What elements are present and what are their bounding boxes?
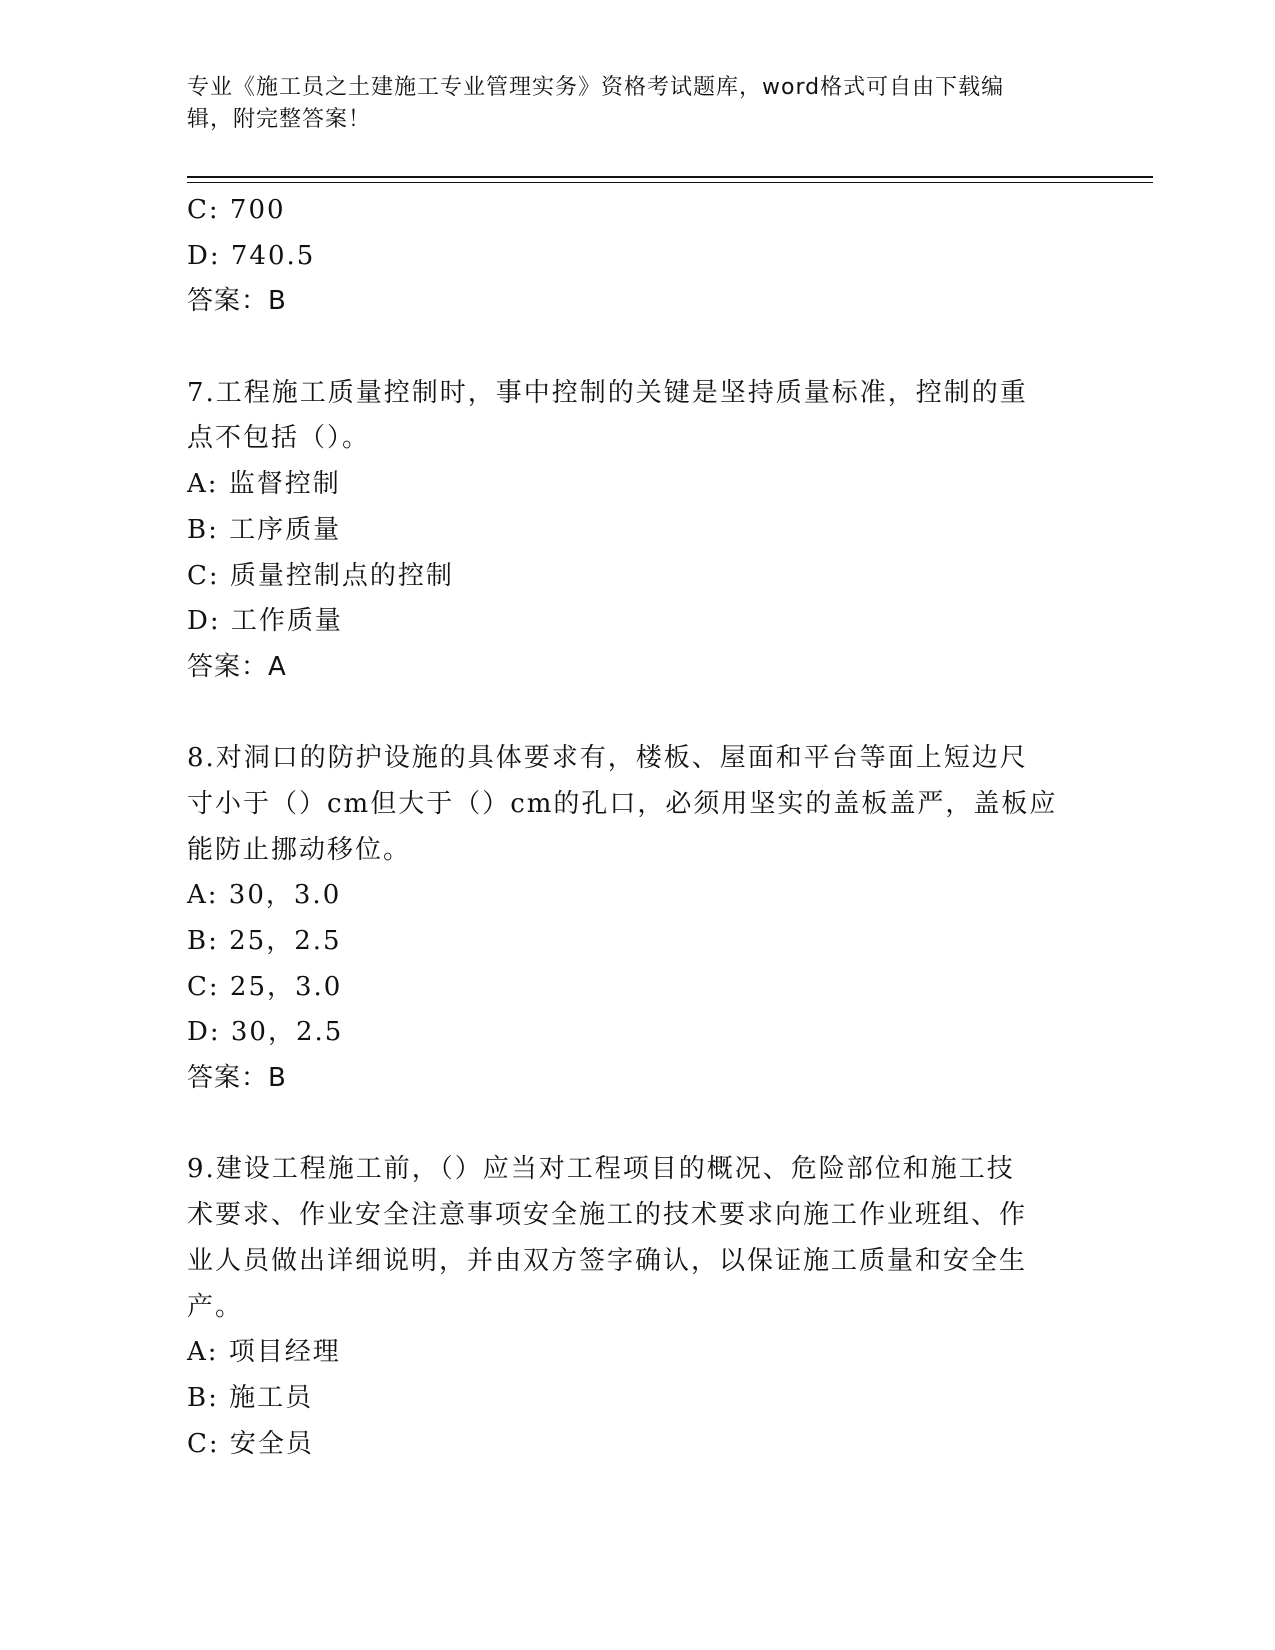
q6-option-c: C: 700: [187, 195, 286, 225]
q8-option-b: B: 25，2.5: [187, 926, 342, 956]
q9-stem-line-4: 产。: [187, 1291, 244, 1322]
header-rule-thick: [187, 176, 1153, 178]
q8-stem-line-1: 8.对洞口的防护设施的具体要求有，楼板、屋面和平台等面上短边尺: [187, 743, 1028, 774]
q8-option-c: C: 25，3.0: [187, 971, 343, 1002]
q8-stem-line-3: 能防止挪动移位。: [187, 834, 412, 865]
q7-answer: 答案：A: [187, 651, 287, 682]
q7-option-b: B: 工序质量: [187, 514, 342, 545]
q9-stem-line-1: 9.建设工程施工前，（）应当对工程项目的概况、危险部位和施工技: [187, 1154, 1015, 1185]
q7-stem-line-2: 点不包括（）。: [187, 423, 371, 454]
q9-stem-line-3: 业人员做出详细说明，并由双方签字确认，以保证施工质量和安全生: [187, 1245, 1028, 1276]
q8-answer: 答案：B: [187, 1063, 287, 1094]
q8-option-a: A: 30，3.0: [187, 880, 342, 911]
q6-option-d: D: 740.5: [187, 240, 316, 271]
document-header: [187, 72, 1067, 136]
q9-option-a: A: 项目经理: [187, 1337, 341, 1368]
spacer: [187, 1102, 1087, 1148]
spacer: [187, 325, 1087, 371]
q7-stem-line-1: 7.工程施工质量控制时，事中控制的关键是坚持质量标准，控制的重: [187, 377, 1028, 408]
q7-option-c: C: 质量控制点的控制: [187, 560, 454, 591]
q9-option-b: B: 施工员: [187, 1382, 314, 1413]
q7-option-a: A: 监督控制: [187, 469, 341, 500]
q7-option-d: D: 工作质量: [187, 606, 343, 637]
spacer: [187, 691, 1087, 737]
q8-stem-line-2: 寸小于（）cm但大于（）cm的孔口，必须用坚实的盖板盖严，盖板应: [187, 788, 1058, 819]
header-rule-thin: [187, 182, 1153, 183]
q9-stem-line-2: 术要求、作业安全注意事项安全施工的技术要求向施工作业班组、作: [187, 1200, 1028, 1231]
header-line-2: 辑，附完整答案！: [187, 107, 372, 132]
q6-answer: 答案：B: [187, 286, 287, 317]
header-line-1: 专业《施工员之土建施工专业管理实务》资格考试题库，word格式可自由下载编: [187, 75, 1005, 100]
question-list: [187, 188, 1087, 1467]
q9-option-c: C: 安全员: [187, 1428, 314, 1459]
q8-option-d: D: 30，2.5: [187, 1017, 344, 1048]
